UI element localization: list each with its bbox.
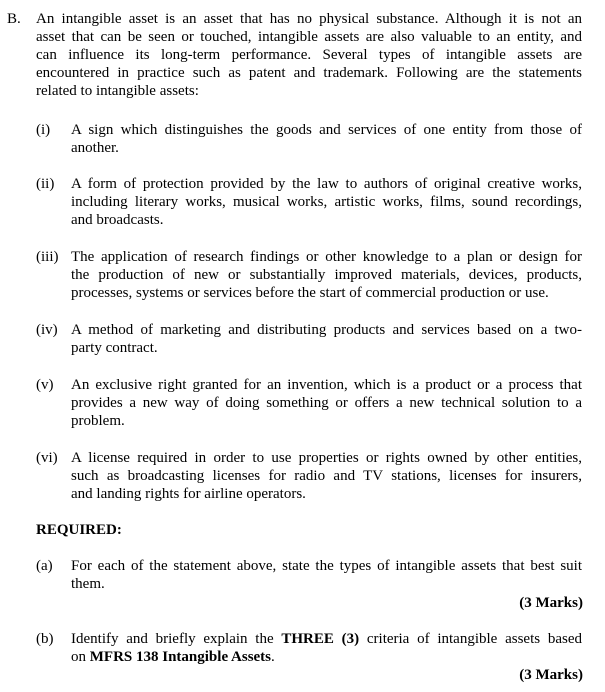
question-a-line-2: them. xyxy=(71,576,105,592)
statement-line: The application of research findings or other knowledge to a plan or design for xyxy=(71,249,582,265)
intro-line-2: asset that can be seen or touched, intangible assets are also valuable to an entity, and xyxy=(36,29,582,45)
statement-line: problem. xyxy=(71,413,125,429)
statement-line: party contract. xyxy=(71,340,158,356)
statement-number: (vi) xyxy=(36,450,58,466)
statement-line: provides a new way of doing something or offers a new technical solution to a xyxy=(71,395,582,411)
statement-line: A license required in order to use properties or rights owned by other entities, xyxy=(71,450,582,466)
question-a-marks: (3 Marks) xyxy=(519,595,583,611)
statement-line: A sign which distinguishes the goods and services of one entity from those of xyxy=(71,122,582,138)
intro-line-3: can influence its long-term performance. Several types of intangible assets are xyxy=(36,47,582,63)
statement-line: An exclusive right granted for an invention, which is a product or a process that xyxy=(71,377,582,393)
intro-line-5: related to intangible assets: xyxy=(36,83,199,99)
intro-line-1: An intangible asset is an asset that has no physical substance. Although it is not an xyxy=(36,11,582,27)
statement-number: (iii) xyxy=(36,249,59,265)
question-b-standard: MFRS 138 Intangible Assets xyxy=(89,649,272,665)
question-b-line-1: Identify and briefly explain the THREE (3) criteria of intangible assets based xyxy=(71,631,582,647)
statement-line: such as broadcasting licenses for radio and TV stations, licenses for insurers, xyxy=(71,468,582,484)
section-label: B. xyxy=(7,11,21,27)
intro-line-4: encountered in practice such as patent and trademark. Following are the statements xyxy=(36,65,582,81)
statement-line: and landing rights for airline operators. xyxy=(71,486,306,502)
question-b-line-2: on MFRS 138 Intangible Assets. xyxy=(71,649,275,665)
statement-line: including literary works, musical works, artistic works, films, sound recordings, xyxy=(71,194,582,210)
statement-line: another. xyxy=(71,140,119,156)
statement-line: A form of protection provided by the law to authors of original creative works, xyxy=(71,176,582,192)
statement-line: the production of new or substantially improved materials, devices, products, xyxy=(71,267,582,283)
statement-number: (i) xyxy=(36,122,51,138)
question-b-label: (b) xyxy=(36,631,54,647)
question-a-line-1: For each of the statement above, state the types of intangible assets that best suit xyxy=(71,558,582,574)
statement-line: and broadcasts. xyxy=(71,212,164,228)
statement-line: A method of marketing and distributing products and services based on a two- xyxy=(71,322,582,338)
statement-number: (v) xyxy=(36,377,54,393)
question-b-marks: (3 Marks) xyxy=(519,667,583,683)
question-b-emphasis: THREE (3) xyxy=(281,631,360,647)
statement-line: processes, systems or services before the start of commercial production or use. xyxy=(71,285,549,301)
question-a-label: (a) xyxy=(36,558,53,574)
statement-number: (ii) xyxy=(36,176,55,192)
required-heading: REQUIRED: xyxy=(36,522,122,538)
statement-number: (iv) xyxy=(36,322,58,338)
